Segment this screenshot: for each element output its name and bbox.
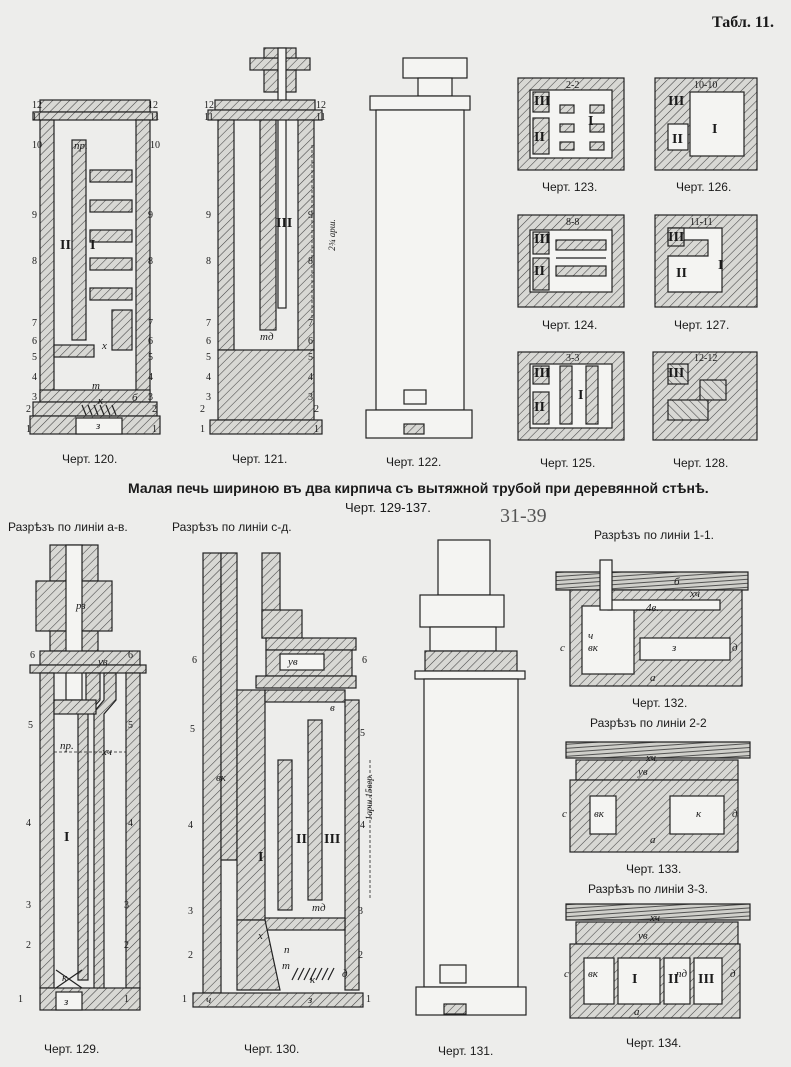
caption-133: Черт. 133. [626, 862, 682, 876]
caption-123: Черт. 123. [542, 180, 598, 194]
fig120-label-k: к [98, 395, 104, 407]
course-number: 6 [206, 336, 211, 347]
section-title-cd: Разрѣзъ по линіи с-д. [172, 520, 292, 534]
course-number: 12 [204, 100, 214, 111]
plan-125-chamber-II: II [534, 400, 545, 415]
course-number: 4 [308, 372, 313, 383]
course-number: 5 [360, 728, 365, 739]
plan-123-chamber-III: III [534, 94, 551, 109]
plan134-label-xch: хч [650, 912, 660, 924]
course-number: 9 [32, 210, 37, 221]
course-number: 9 [308, 210, 313, 221]
course-number: 8 [206, 256, 211, 267]
course-number: 3 [308, 392, 313, 403]
course-number: 2 [26, 404, 31, 415]
course-number: 1 [200, 424, 205, 435]
fig129-label-pr: пр. [60, 740, 74, 752]
fig120-label-b: б [132, 392, 138, 404]
plan-123 [518, 78, 624, 170]
fig121-height-note: 2¾ арш. [326, 219, 337, 251]
course-number: 11 [316, 112, 326, 123]
fig130-label-v: в [330, 702, 335, 714]
course-number: 5 [308, 352, 313, 363]
plan-label-123: 2-2 [566, 80, 580, 91]
course-number: 3 [206, 392, 211, 403]
fig130-label-yv: ув [288, 656, 298, 668]
plan-123-chamber-I: I [588, 114, 594, 129]
fig120-label-x: х [102, 340, 107, 352]
section-title-2-2: Разрѣзъ по линіи 2-2 [590, 716, 707, 730]
course-number: 1 [366, 994, 371, 1005]
course-number: 8 [32, 256, 37, 267]
plan-126 [655, 78, 757, 170]
course-number: 6 [128, 650, 133, 661]
caption-127: Черт. 127. [674, 318, 730, 332]
section-title-1-1: Разрѣзъ по линіи 1-1. [594, 528, 714, 542]
fig130-height-note: 1арш.15вер. [364, 773, 375, 821]
plan134-label-yv: ув [638, 930, 648, 942]
plate-label: Табл. 11. [712, 14, 774, 31]
fig121-label-td: тд [260, 331, 274, 343]
section-title-ab: Разрѣзъ по линіи а-в. [8, 520, 128, 534]
course-number: 7 [148, 318, 153, 329]
plan-label-128: 12-12 [694, 353, 718, 364]
plan132-label-4v: 4в. [646, 602, 660, 614]
plan133-label-vk: вк [594, 808, 604, 820]
plan134-label-vk: вк [588, 968, 598, 980]
plan-126-chamber-II: II [672, 132, 683, 147]
plan-124 [518, 215, 624, 307]
plan132-label-c: с [560, 642, 565, 654]
course-number: 2 [152, 404, 157, 415]
handwritten-note: 31-39 [500, 505, 547, 527]
course-number: 10 [32, 140, 42, 151]
fig121-chamber-III: III [276, 216, 293, 231]
plan133-label-a: а [650, 834, 656, 846]
plan133-label-xch: хч [646, 752, 656, 764]
plan-127-chamber-I: I [718, 258, 724, 273]
course-number: 4 [32, 372, 37, 383]
caption-128: Черт. 128. [673, 456, 729, 470]
figure-131-elevation [415, 540, 526, 1015]
fig130-label-k: к [310, 974, 316, 986]
course-number: 5 [148, 352, 153, 363]
plan-label-127: 11-11 [690, 217, 713, 228]
plan-123-chamber-II: II [534, 130, 545, 145]
course-number: 3 [32, 392, 37, 403]
fig120-label-t: т [92, 380, 100, 392]
course-number: 4 [128, 818, 133, 829]
heading-subtitle: Черт. 129-137. [345, 500, 431, 515]
course-number: 9 [148, 210, 153, 221]
course-number: 11 [32, 112, 42, 123]
course-number: 8 [308, 256, 313, 267]
course-number: 6 [362, 655, 367, 666]
plan134-label-d: д [730, 968, 736, 980]
course-number: 2 [188, 950, 193, 961]
course-number: 5 [32, 352, 37, 363]
course-number: 1 [124, 994, 129, 1005]
fig130-chamber-III: III [324, 832, 341, 847]
plan132-label-b: б [674, 576, 680, 588]
fig129-label-rz: рз [76, 600, 86, 612]
course-number: 9 [206, 210, 211, 221]
plan133-label-yv: ув [638, 766, 648, 778]
caption-121: Черт. 121. [232, 452, 288, 466]
course-number: 3 [26, 900, 31, 911]
course-number: 3 [148, 392, 153, 403]
course-number: 2 [124, 940, 129, 951]
course-number: 8 [148, 256, 153, 267]
course-number: 6 [308, 336, 313, 347]
course-number: 4 [360, 820, 365, 831]
plan-127-chamber-II: II [676, 266, 687, 281]
plan-label-124: 8-8 [566, 217, 580, 228]
figure-121-section [208, 48, 322, 434]
fig130-label-vk: вк [216, 772, 226, 784]
caption-129: Черт. 129. [44, 1042, 100, 1056]
course-number: 2 [314, 404, 319, 415]
main-heading: Малая печь шириною въ два кирпича съ вытяжной трубой при деревянной стѣнѣ. [128, 480, 709, 496]
plan-132 [556, 560, 748, 686]
fig120-label-pr: пр. [74, 140, 88, 152]
caption-130: Черт. 130. [244, 1042, 300, 1056]
caption-134: Черт. 134. [626, 1036, 682, 1050]
course-number: 2 [200, 404, 205, 415]
fig129-label-k: к [62, 972, 68, 984]
plan132-label-vk: вк [588, 642, 598, 654]
course-number: 6 [148, 336, 153, 347]
fig130-label-d: д [342, 968, 348, 980]
course-number: 1 [26, 424, 31, 435]
plan134-chamber-I: I [632, 972, 638, 987]
course-number: 10 [150, 140, 160, 151]
fig130-chamber-I: I [258, 850, 264, 865]
course-number: 7 [206, 318, 211, 329]
plan134-chamber-II: II [668, 972, 679, 987]
course-number: 11 [150, 112, 160, 123]
course-number: 2 [26, 940, 31, 951]
plan132-label-a: а [650, 672, 656, 684]
course-number: 12 [148, 100, 158, 111]
course-number: 2 [358, 950, 363, 961]
fig129-label-yv: ув [98, 656, 108, 668]
plan-124-chamber-II: II [534, 264, 545, 279]
course-number: 7 [32, 318, 37, 329]
plan132-label-z: з [672, 642, 677, 654]
plan134-label-c: с [564, 968, 569, 980]
course-number: 1 [152, 424, 157, 435]
course-number: 12 [316, 100, 326, 111]
fig129-label-xch: хч [102, 746, 112, 758]
course-number: 3 [188, 906, 193, 917]
caption-124: Черт. 124. [542, 318, 598, 332]
plan134-chamber-III: III [698, 972, 715, 987]
plan-125-chamber-III: III [534, 366, 551, 381]
course-number: 6 [32, 336, 37, 347]
caption-122: Черт. 122. [386, 455, 442, 469]
fig130-label-t: т [282, 960, 290, 972]
course-number: 5 [206, 352, 211, 363]
course-number: 1 [18, 994, 23, 1005]
plan-127-chamber-III: III [668, 230, 685, 245]
plan-133 [566, 742, 750, 852]
course-number: 5 [28, 720, 33, 731]
course-number: 4 [188, 820, 193, 831]
course-number: 7 [308, 318, 313, 329]
plan-126-chamber-I: I [712, 122, 718, 137]
fig130-label-ch: ч [206, 994, 212, 1006]
plan-127 [655, 215, 757, 307]
plan133-label-d: д [732, 808, 738, 820]
caption-120: Черт. 120. [62, 452, 118, 466]
plan133-label-k: к [696, 808, 702, 820]
fig129-chamber-I: I [64, 830, 70, 845]
plan132-label-xch: хч [690, 588, 700, 600]
plan132-label-d: д [732, 642, 738, 654]
course-number: 3 [124, 900, 129, 911]
course-number: 4 [26, 818, 31, 829]
plan-label-125: 3-3 [566, 353, 580, 364]
fig120-chamber-II: II [60, 238, 71, 253]
plan-label-126: 10-10 [694, 80, 718, 91]
fig120-label-z: з [96, 420, 101, 432]
caption-125: Черт. 125. [540, 456, 596, 470]
course-number: 6 [30, 650, 35, 661]
course-number: 3 [358, 906, 363, 917]
figure-122-elevation [366, 58, 472, 438]
plan132-label-ch: ч [588, 630, 594, 642]
caption-131: Черт. 131. [438, 1044, 494, 1058]
fig129-label-z: з [64, 996, 69, 1008]
caption-132: Черт. 132. [632, 696, 688, 710]
fig130-label-td: тд [312, 902, 326, 914]
plan134-label-pd: пд [676, 968, 688, 980]
course-number: 5 [190, 724, 195, 735]
course-number: 5 [128, 720, 133, 731]
plan-126-chamber-III: III [668, 94, 685, 109]
course-number: 6 [192, 655, 197, 666]
plan133-label-c: с [562, 808, 567, 820]
fig130-label-x: х [258, 930, 263, 942]
fig130-chamber-II: II [296, 832, 307, 847]
course-number: 4 [206, 372, 211, 383]
course-number: 1 [314, 424, 319, 435]
course-number: 12 [32, 100, 42, 111]
fig120-chamber-I: I [90, 238, 96, 253]
plan134-label-a: а [634, 1006, 640, 1018]
fig130-label-n: п [284, 944, 290, 956]
course-number: 1 [182, 994, 187, 1005]
caption-126: Черт. 126. [676, 180, 732, 194]
plan-128-chamber-III: III [668, 366, 685, 381]
fig130-label-z: з [308, 994, 313, 1006]
section-title-3-3: Разрѣзъ по линіи 3-3. [588, 882, 708, 896]
course-number: 11 [204, 112, 214, 123]
plan-124-chamber-III: III [534, 232, 551, 247]
plan-125-chamber-I: I [578, 388, 584, 403]
course-number: 4 [148, 372, 153, 383]
